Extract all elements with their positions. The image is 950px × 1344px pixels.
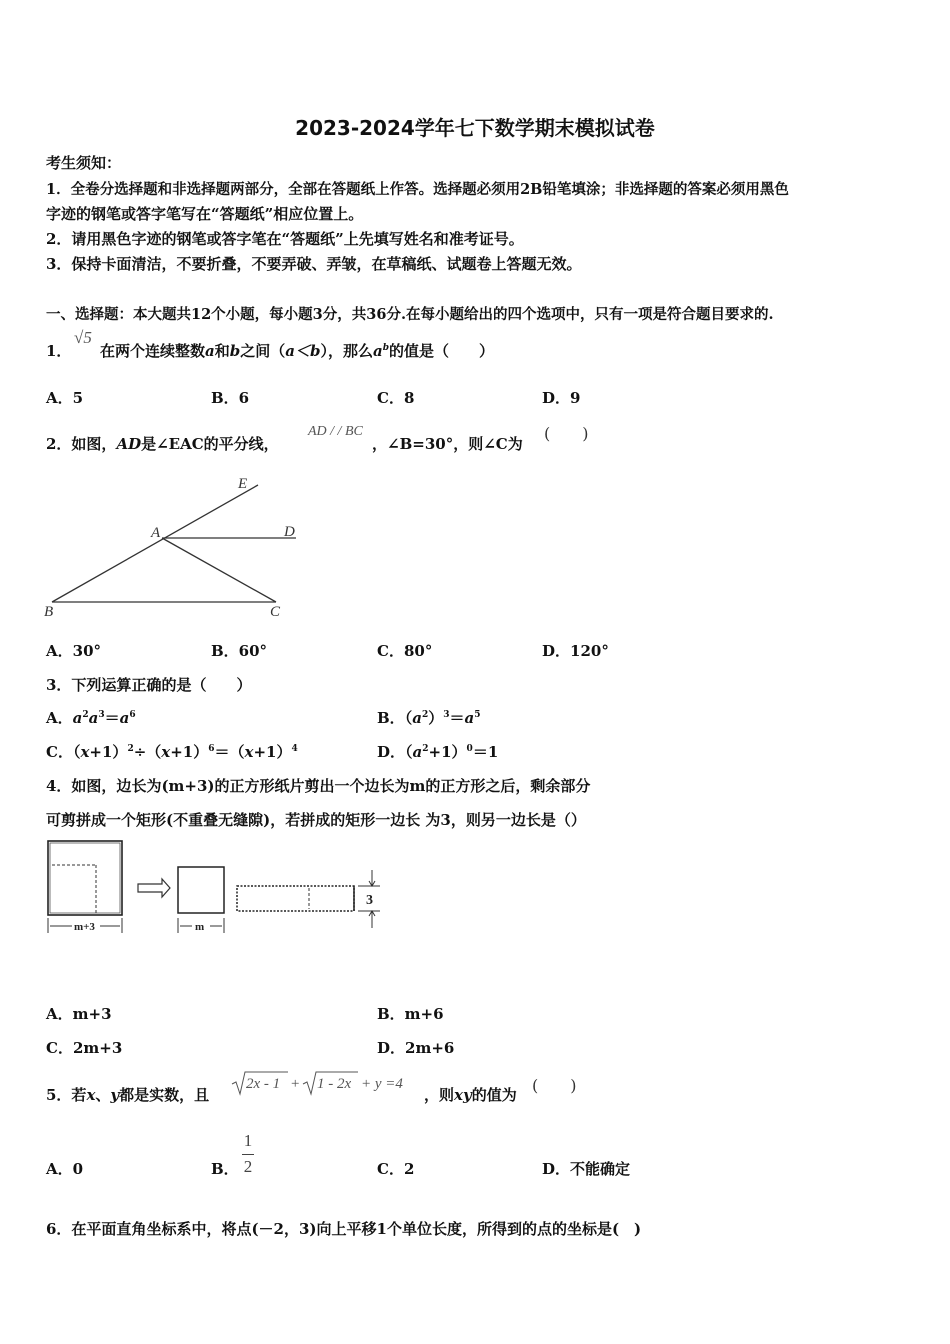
q1-number: 1． [46, 342, 72, 360]
big-square [48, 841, 122, 915]
q2-figure [40, 470, 310, 620]
notice-item-2: 2．请用黑色字迹的钢笔或答字笔在“答题纸”上先填写姓名和准考证号。 [46, 230, 524, 248]
label-c: C [270, 604, 281, 620]
q4-stem-line1: 4．如图，边长为(m+3)的正方形纸片剪出一个边长为m的正方形之后，剩余部分 [46, 777, 591, 795]
q5-option-a: A．0 [46, 1160, 84, 1178]
q5-option-b: B． [211, 1160, 239, 1178]
q2-stem-end: ，∠B=30°，则∠C为 [372, 435, 523, 453]
q4-figure [44, 838, 389, 938]
q1-option-b: B．6 [211, 389, 250, 407]
notice-item-3: 3．保持卡面清洁，不要折叠，不要弄破、弄皱，在草稿纸、试题卷上答题无效。 [46, 255, 582, 273]
q2-option-b: B．60° [211, 642, 268, 660]
q2-option-a: A．30° [46, 642, 102, 660]
label-b: B [44, 604, 54, 620]
result-rectangle [237, 886, 354, 911]
q5-stem: 5．若x、y都是实数，且 [46, 1086, 210, 1104]
notice-heading: 考生须知： [46, 154, 122, 172]
q6-stem: 6．在平面直角坐标系中，将点(－2，3)向上平移1个单位长度，所得到的点的坐标是( ) [46, 1220, 642, 1238]
arrow-icon [138, 879, 170, 897]
notice-item-1-cont: 字迹的钢笔或答字笔写在“答题纸”相应位置上。 [46, 205, 364, 223]
q2-answer-paren: ( ) [544, 424, 589, 443]
segment-ac [162, 538, 276, 602]
small-square [178, 867, 224, 913]
notice-item-1: 1．全卷分选择题和非选择题两部分，全部在答题纸上作答。选择题必须用2B铅笔填涂；非选择题的答案必须用黑色 [46, 181, 789, 198]
q5-radicand-1: 2x - 1 [246, 1076, 281, 1092]
label-d: D [284, 524, 295, 540]
q2-parallel: AD / / BC [308, 424, 363, 439]
page-title: 2023-2024学年七下数学期末模拟试卷 [295, 116, 655, 140]
q1-option-a: A．5 [46, 389, 84, 407]
segment-be [52, 485, 258, 602]
q5-option-d: D．不能确定 [542, 1160, 631, 1178]
q1-stem: 在两个连续整数a和b之间（a＜b），那么$a^b$的值是（ ） [100, 342, 495, 360]
q1-option-d: D．9 [542, 389, 581, 407]
q3-option-b: B．$(a^2)^3=a^5$ [377, 709, 481, 727]
q1-sqrt5: √5 [74, 328, 92, 347]
q5-equation-tail: + y =4 [361, 1076, 403, 1092]
label-3: 3 [366, 893, 373, 908]
q2-option-c: C．80° [377, 642, 433, 660]
label-e: E [238, 476, 248, 492]
q4-option-b: B．m+6 [377, 1005, 444, 1023]
q5-frac-den: 2 [243, 1157, 253, 1176]
q2-option-d: D．120° [542, 642, 609, 660]
q3-option-a: A．$a^2a^3=a^6$ [46, 709, 136, 727]
q3-option-c: C．$(x+1)^2\div(x+1)^6=(x+1)^4$ [46, 743, 298, 761]
q3-stem: 3．下列运算正确的是（ ） [46, 676, 252, 694]
q5-frac-num: 1 [243, 1131, 253, 1150]
q2-stem: 2．如图，AD是∠EAC的平分线， [46, 435, 279, 453]
q5-stem-end: ，则xy的值为 [424, 1086, 517, 1104]
q4-stem-line2: 可剪拼成一个矩形(不重叠无缝隙)，若拼成的矩形一边长 为3，则另一边长是（） [46, 811, 586, 829]
q1-option-c: C．8 [377, 389, 415, 407]
q4-option-a: A．m+3 [46, 1005, 112, 1023]
label-m: m [195, 921, 205, 933]
q5-equation [230, 1068, 430, 1100]
q5-option-c: C．2 [377, 1160, 415, 1178]
q5-frac-line [242, 1154, 254, 1155]
q5-answer-paren: ( ) [532, 1076, 577, 1095]
q4-option-c: C．2m+3 [46, 1039, 123, 1057]
label-a: A [151, 525, 161, 541]
q3-option-d: D．$(a^2+1)^0=1$ [377, 743, 499, 761]
q5-radicand-2: 1 - 2x [317, 1076, 352, 1092]
section-heading: 一、选择题：本大题共12个小题，每小题3分，共36分.在每小题给出的四个选项中，只有一项是符合题目要求的. [46, 306, 774, 323]
q4-option-d: D．2m+6 [377, 1039, 455, 1057]
svg-text:+: + [291, 1076, 300, 1092]
label-m-plus-3: m+3 [74, 921, 95, 933]
